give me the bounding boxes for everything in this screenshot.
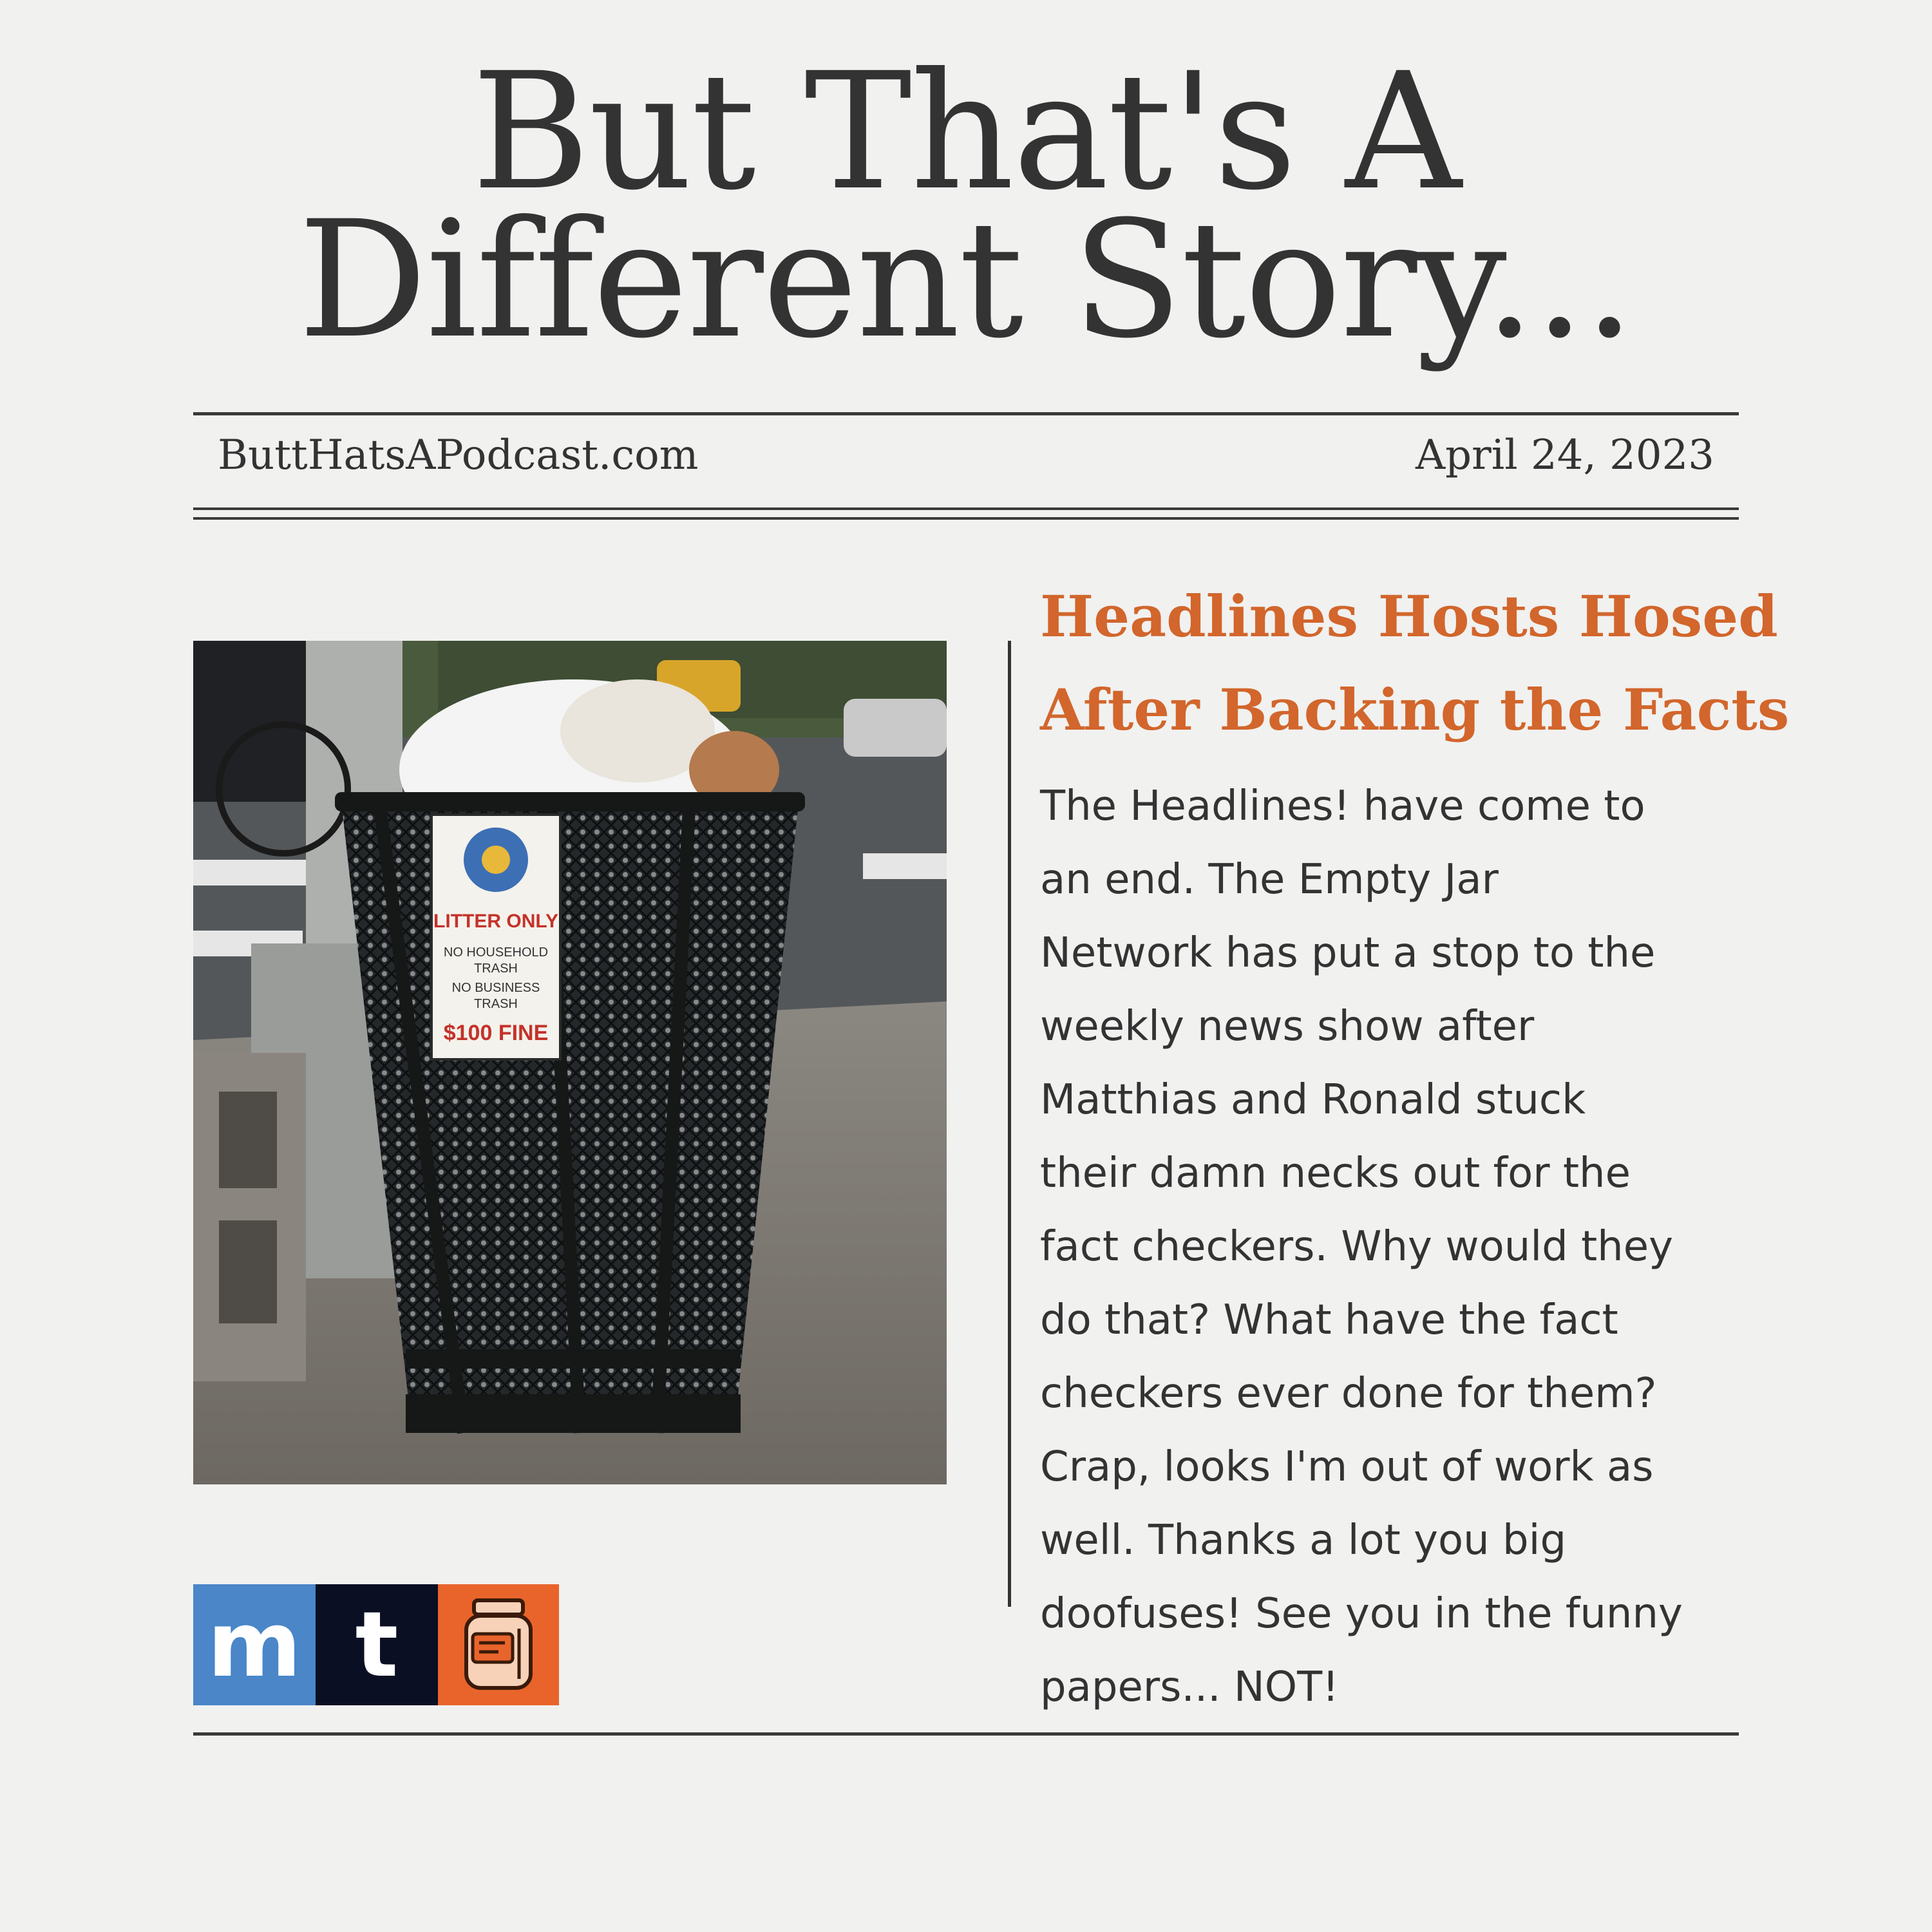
double-rule-lower xyxy=(193,517,1739,520)
svg-text:TRASH: TRASH xyxy=(474,997,518,1011)
svg-text:TRASH: TRASH xyxy=(474,961,518,976)
body-line: do that? What have the fact xyxy=(1040,1296,1618,1344)
svg-text:$100 FINE: $100 FINE xyxy=(443,1021,549,1045)
litter-sign xyxy=(431,815,560,1059)
logo-t-tile: t xyxy=(316,1584,438,1705)
svg-text:LITTER ONLY: LITTER ONLY xyxy=(433,911,558,932)
masthead-line-2: Different Story... xyxy=(298,186,1634,374)
issue-date: April 24, 2023 xyxy=(1415,431,1714,479)
body-line: fact checkers. Why would they xyxy=(1040,1223,1673,1271)
logo-m-tile: m xyxy=(193,1584,316,1705)
body-line: The Headlines! have come to xyxy=(1040,782,1645,830)
body-line: weekly news show after xyxy=(1040,1003,1535,1050)
body-line: Crap, looks I'm out of work as xyxy=(1040,1443,1654,1491)
body-line: their damn necks out for the xyxy=(1040,1150,1631,1197)
trash-can-photo xyxy=(193,641,947,1484)
body-line: an end. The Empty Jar xyxy=(1040,856,1499,904)
jar-icon xyxy=(460,1596,537,1693)
car-shape xyxy=(193,641,309,802)
svg-text:NO HOUSEHOLD: NO HOUSEHOLD xyxy=(443,945,549,960)
network-logo xyxy=(193,1584,559,1705)
bottom-rule xyxy=(193,1732,1739,1736)
headline-line-2: After Backing the Facts xyxy=(1040,676,1790,743)
column-divider xyxy=(1008,641,1011,1607)
website-label: ButtHatsAPodcast.com xyxy=(218,431,699,479)
masthead-line-1: But That's A xyxy=(471,38,1461,225)
logo-jar-tile xyxy=(438,1584,559,1705)
body-line: checkers ever done for them? xyxy=(1040,1370,1657,1417)
body-line: well. Thanks a lot you big xyxy=(1040,1517,1567,1564)
body-line: doofuses! See you in the funny xyxy=(1040,1590,1683,1638)
double-rule-upper xyxy=(193,507,1739,510)
headline-line-1: Headlines Hosts Hosed xyxy=(1040,583,1778,650)
article-body xyxy=(1040,770,1800,1724)
body-line: Matthias and Ronald stuck xyxy=(1040,1076,1586,1124)
body-line: Network has put a stop to the xyxy=(1040,929,1656,977)
body-line: papers... NOT! xyxy=(1040,1663,1339,1711)
svg-text:NO BUSINESS: NO BUSINESS xyxy=(451,981,540,995)
article-headline xyxy=(1040,570,1916,757)
top-rule xyxy=(193,412,1739,415)
masthead-title xyxy=(0,38,1932,374)
